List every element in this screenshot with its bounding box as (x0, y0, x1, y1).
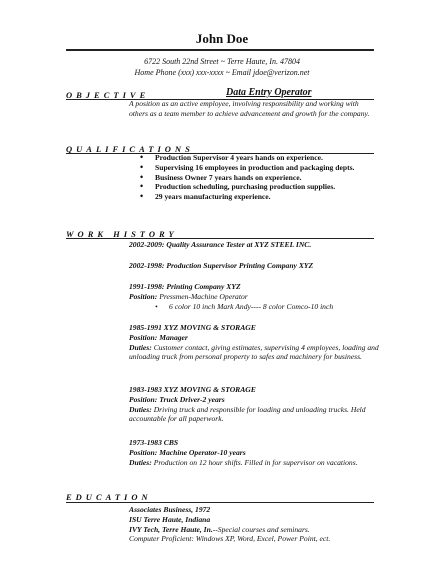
qualifications-list (140, 153, 380, 202)
job-detail: • 6 color 10 inch Mark Andy---- 8 color Comco-10 inch (129, 302, 379, 312)
job-entry (129, 240, 379, 250)
job-entry (129, 323, 379, 362)
job-entry (129, 438, 379, 467)
work-history-divider (66, 238, 374, 239)
job-position (129, 448, 379, 458)
duties-label: Duties: (129, 404, 152, 414)
position-label: Position: (129, 447, 158, 457)
job-title: 2002-1998: Production Supervisor Printing Company XYZ (129, 261, 314, 270)
header-divider (66, 49, 374, 51)
job-position (129, 292, 379, 302)
qualification-item: • Supervising 16 employees in production and packaging depts. (140, 163, 380, 173)
qualifications-heading: QUALIFICATIONS (66, 144, 194, 154)
job-title: 2002-2009: Quality Assurance Tester at XYZ STEEL INC. (129, 240, 312, 249)
job-title: 1991-1998: Printing Company XYZ (129, 282, 241, 291)
qualification-item: • Production scheduling, purchasing production supplies. (140, 182, 380, 192)
duties-text: Driving truck and responsible for loading and unloading trucks. Held accountable for all paperwork. (129, 404, 366, 424)
job-position (129, 333, 379, 343)
qualification-item: • Business Owner 7 years hands on experience. (140, 173, 380, 183)
education-heading: EDUCATION (66, 492, 152, 502)
contact-address: 6722 South 22nd Street ~ Terre Haute, In. 47804 (144, 57, 300, 66)
objective-text: A position as an active employee, involving responsibility and working with others as a team member to achieve advancement and growth for the company. (129, 99, 370, 118)
job-duties (129, 405, 379, 425)
education-divider (66, 502, 374, 503)
duties-label: Duties: (129, 457, 152, 467)
position-value: Pressmen-Machine Operator (159, 291, 248, 301)
duties-text: Production on 12 hour shifts. Filled in for supervisor on vacations. (153, 457, 358, 467)
position-value: Machine Operator-10 years (159, 447, 246, 457)
position-value: Manager (159, 332, 188, 342)
contact-phone-email: Home Phone (xxx) xxx-xxxx ~ Email jdoe@verizon.net (134, 68, 310, 77)
duties-label: Duties: (129, 342, 152, 352)
job-duties (129, 458, 379, 468)
objective-heading: OBJECTIVE (66, 90, 150, 100)
qualification-item: • Production Supervisor 4 years hands on experience. (140, 153, 380, 163)
objective-role: Data Entry Operator (226, 87, 312, 98)
work-history-heading: WORK HISTORY (66, 229, 178, 239)
job-title: 1973-1983 CBS (129, 438, 179, 447)
position-label: Position: (129, 291, 158, 301)
duties-text: Customer contact, giving estimates, supervising 4 employees, loading and unloading truck from personal property to safes and machinery for business. (129, 342, 379, 362)
qualification-item: • 29 years manufacturing experience. (140, 192, 380, 202)
position-label: Position: (129, 394, 158, 404)
education-details (129, 505, 389, 544)
education-extra (129, 525, 389, 535)
job-entry (129, 385, 379, 424)
position-label: Position: (129, 332, 158, 342)
job-entry (129, 282, 379, 311)
job-duties (129, 343, 379, 363)
education-school: ISU Terre Haute, Indiana (129, 514, 211, 524)
job-title: 1985-1991 XYZ MOVING & STORAGE (129, 323, 256, 332)
education-degree: Associates Business, 1972 (129, 505, 211, 514)
candidate-name: John Doe (195, 31, 249, 46)
job-entry (129, 261, 379, 271)
education-extra-text: --Special courses and seminars. (212, 524, 310, 534)
job-title: 1983-1983 XYZ MOVING & STORAGE (129, 385, 256, 394)
position-value: Truck Driver-2 years (159, 394, 225, 404)
job-position (129, 395, 379, 405)
education-computer-skills: Computer Proficient: Windows XP, Word, Excel, Power Point, ect. (129, 534, 331, 544)
education-extra-school: IVY Tech, Terre Haute, In. (129, 524, 213, 534)
